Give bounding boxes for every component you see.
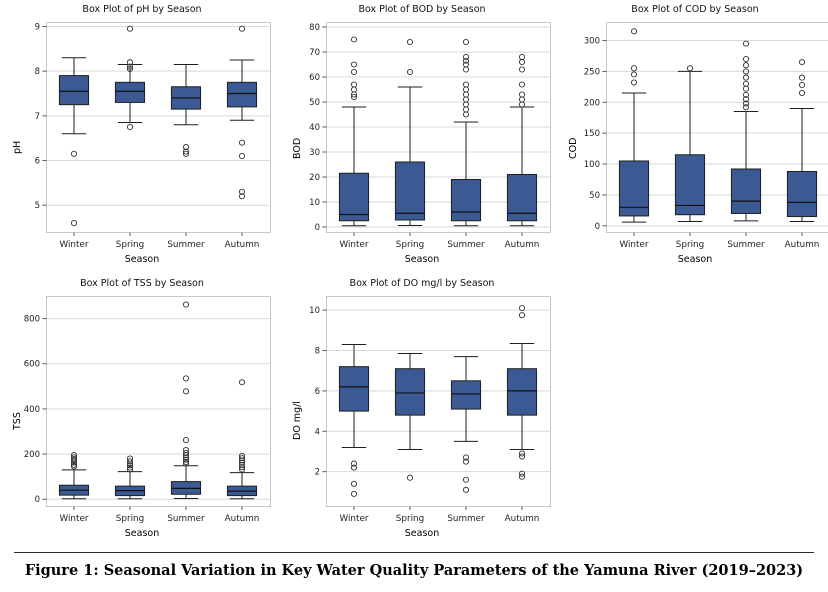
svg-text:10: 10 — [309, 198, 320, 208]
svg-text:50: 50 — [589, 190, 600, 201]
y-axis-label-ph: pH — [12, 140, 23, 154]
plot-area-ph — [34, 22, 284, 258]
svg-text:4: 4 — [314, 427, 320, 438]
svg-text:Autumn: Autumn — [504, 240, 540, 250]
panel-tss — [8, 278, 276, 548]
svg-text:8: 8 — [34, 67, 40, 78]
svg-text:100: 100 — [583, 160, 600, 171]
x-axis-label-do: Season — [404, 528, 440, 539]
panel-title-ph: Box Plot of pH by Season — [82, 4, 202, 15]
y-axis-label-tss: TSS — [12, 412, 23, 430]
svg-text:6: 6 — [314, 386, 320, 397]
panel-ph — [8, 4, 276, 274]
svg-text:200: 200 — [23, 450, 40, 461]
caption-divider — [14, 552, 814, 553]
plot-area-cod — [583, 22, 828, 258]
svg-text:Spring: Spring — [115, 240, 145, 250]
svg-text:Autumn: Autumn — [224, 240, 260, 250]
svg-text:Autumn: Autumn — [504, 514, 540, 524]
svg-text:5: 5 — [34, 201, 40, 212]
panel-bod — [288, 4, 556, 274]
svg-text:Winter: Winter — [339, 514, 369, 524]
svg-text:Summer: Summer — [167, 240, 205, 250]
svg-text:Summer: Summer — [447, 514, 485, 524]
svg-text:50: 50 — [309, 98, 320, 108]
panel-title-tss: Box Plot of TSS by Season — [80, 278, 204, 289]
svg-text:80: 80 — [309, 23, 320, 33]
svg-text:7: 7 — [34, 111, 40, 122]
svg-text:Spring: Spring — [395, 240, 425, 250]
svg-text:Spring: Spring — [675, 240, 705, 250]
svg-text:Summer: Summer — [447, 240, 485, 250]
svg-text:0: 0 — [34, 495, 40, 506]
plot-area-tss — [23, 296, 284, 532]
plot-area-do — [309, 296, 564, 532]
svg-text:60: 60 — [309, 73, 320, 83]
svg-text:Winter: Winter — [59, 514, 89, 524]
x-axis-label-tss: Season — [124, 528, 160, 539]
svg-text:600: 600 — [23, 359, 40, 370]
svg-text:0: 0 — [314, 223, 320, 233]
svg-text:30: 30 — [309, 148, 320, 158]
panel-title-do: Box Plot of DO mg/l by Season — [349, 278, 495, 289]
svg-text:400: 400 — [23, 404, 40, 415]
panel-title-cod: Box Plot of COD by Season — [631, 4, 759, 15]
svg-text:0: 0 — [594, 221, 600, 232]
svg-text:800: 800 — [23, 314, 40, 325]
panel-do — [288, 278, 556, 548]
svg-text:Winter: Winter — [59, 240, 89, 250]
svg-text:Autumn: Autumn — [224, 514, 260, 524]
x-axis-label-ph: Season — [124, 254, 160, 265]
panel-cod — [564, 4, 826, 274]
svg-text:8: 8 — [314, 346, 320, 357]
svg-text:2: 2 — [314, 467, 320, 478]
svg-text:250: 250 — [583, 67, 600, 78]
svg-text:150: 150 — [583, 129, 600, 140]
figure-caption: Figure 1: Seasonal Variation in Key Water Quality Parameters of the Yamuna River (2019–2023) — [24, 562, 804, 579]
svg-text:Summer: Summer — [167, 514, 205, 524]
svg-text:Spring: Spring — [395, 514, 425, 524]
panel-title-bod: Box Plot of BOD by Season — [358, 4, 486, 15]
y-axis-label-do: DO mg/l — [292, 401, 303, 440]
svg-text:Summer: Summer — [727, 240, 765, 250]
svg-text:70: 70 — [309, 48, 320, 58]
svg-text:10: 10 — [309, 306, 320, 317]
plot-area-bod — [309, 22, 564, 258]
svg-text:9: 9 — [34, 22, 40, 33]
svg-text:6: 6 — [34, 156, 40, 167]
svg-text:Spring: Spring — [115, 514, 145, 524]
svg-text:200: 200 — [583, 98, 600, 109]
svg-text:40: 40 — [309, 123, 320, 133]
svg-text:Winter: Winter — [619, 240, 649, 250]
y-axis-label-bod: BOD — [292, 137, 303, 159]
svg-text:300: 300 — [583, 36, 600, 47]
svg-text:20: 20 — [309, 173, 320, 183]
svg-text:Autumn: Autumn — [784, 240, 820, 250]
y-axis-label-cod: COD — [568, 137, 579, 159]
x-axis-label-bod: Season — [404, 254, 440, 265]
x-axis-label-cod: Season — [677, 254, 713, 265]
svg-text:Winter: Winter — [339, 240, 369, 250]
